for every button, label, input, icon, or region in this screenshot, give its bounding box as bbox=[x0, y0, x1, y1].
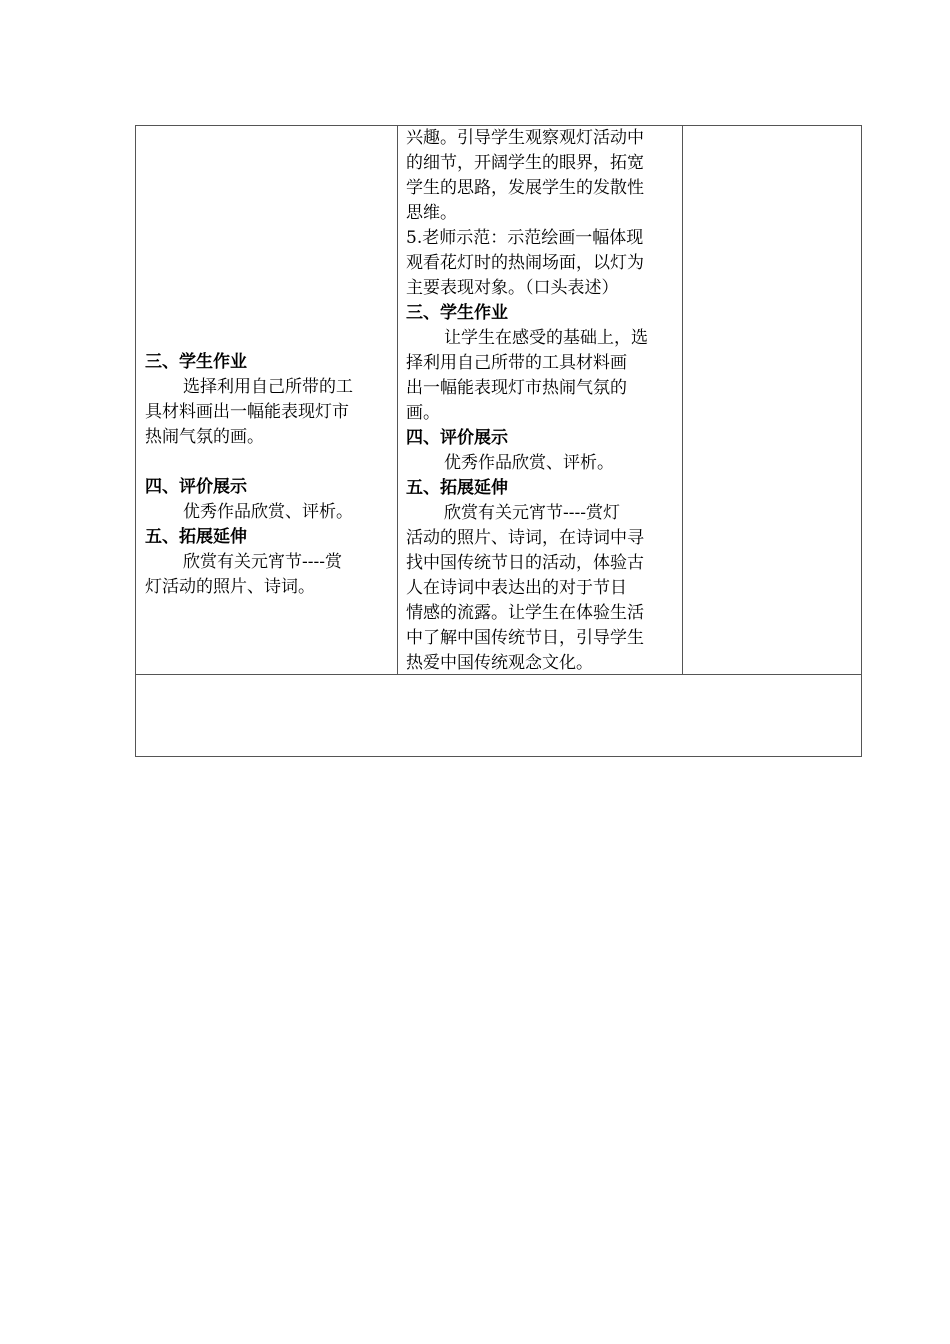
middle-text-line: 画。 bbox=[406, 403, 440, 423]
left-text-line: 热闹气氛的画。 bbox=[145, 427, 264, 447]
middle-text-line: 择利用自己所带的工具材料画 bbox=[406, 353, 627, 373]
left-cell bbox=[145, 350, 390, 600]
middle-text-line: 兴趣。引导学生观察观灯活动中 bbox=[406, 128, 644, 148]
bottom-row-empty bbox=[136, 675, 861, 756]
middle-text-line: 活动的照片、诗词，在诗词中寻 bbox=[406, 528, 644, 548]
column-divider-2 bbox=[682, 126, 683, 674]
middle-heading-evaluation: 四、评价展示 bbox=[406, 428, 508, 448]
middle-text-line: 找中国传统节日的活动，体验古 bbox=[406, 553, 644, 573]
left-text-line: 具材料画出一幅能表现灯市 bbox=[145, 402, 349, 422]
middle-text-line: 优秀作品欣赏、评析。 bbox=[444, 453, 614, 473]
middle-text-line: 思维。 bbox=[406, 203, 457, 223]
middle-heading-homework: 三、学生作业 bbox=[406, 303, 508, 323]
middle-text-line: 让学生在感受的基础上，选 bbox=[444, 328, 648, 348]
middle-text-line: 中了解中国传统节日，引导学生 bbox=[406, 628, 644, 648]
left-text-line: 灯活动的照片、诗词。 bbox=[145, 577, 315, 597]
left-text-line: 选择利用自己所带的工 bbox=[183, 377, 353, 397]
middle-text-line: 主要表现对象。（口头表述） bbox=[406, 278, 619, 298]
left-heading-evaluation: 四、评价展示 bbox=[145, 477, 247, 497]
middle-text-line: 观看花灯时的热闹场面，以灯为 bbox=[406, 253, 644, 273]
middle-text-line: 出一幅能表现灯市热闹气氛的 bbox=[406, 378, 627, 398]
middle-text-line: 学生的思路，发展学生的发散性 bbox=[406, 178, 644, 198]
middle-text-line: 热爱中国传统观念文化。 bbox=[406, 653, 593, 673]
middle-text-line: 人在诗词中表达出的对于节日 bbox=[406, 578, 627, 598]
blank-line bbox=[145, 450, 390, 475]
left-heading-extension: 五、拓展延伸 bbox=[145, 527, 247, 547]
right-cell-empty bbox=[692, 126, 852, 666]
middle-cell bbox=[406, 126, 676, 676]
column-divider-1 bbox=[397, 126, 398, 674]
left-text-line: 欣赏有关元宵节----赏 bbox=[183, 552, 342, 572]
middle-text-line: 欣赏有关元宵节----赏灯 bbox=[444, 503, 620, 523]
middle-text-line: 的细节，开阔学生的眼界，拓宽 bbox=[406, 153, 644, 173]
middle-text-line: 情感的流露。让学生在体验生活 bbox=[406, 603, 644, 623]
middle-heading-extension: 五、拓展延伸 bbox=[406, 478, 508, 498]
middle-text-line: 5.老师示范：示范绘画一幅体现 bbox=[406, 228, 644, 248]
lesson-table bbox=[135, 125, 862, 757]
left-heading-homework: 三、学生作业 bbox=[145, 352, 247, 372]
left-text-line: 优秀作品欣赏、评析。 bbox=[183, 502, 353, 522]
